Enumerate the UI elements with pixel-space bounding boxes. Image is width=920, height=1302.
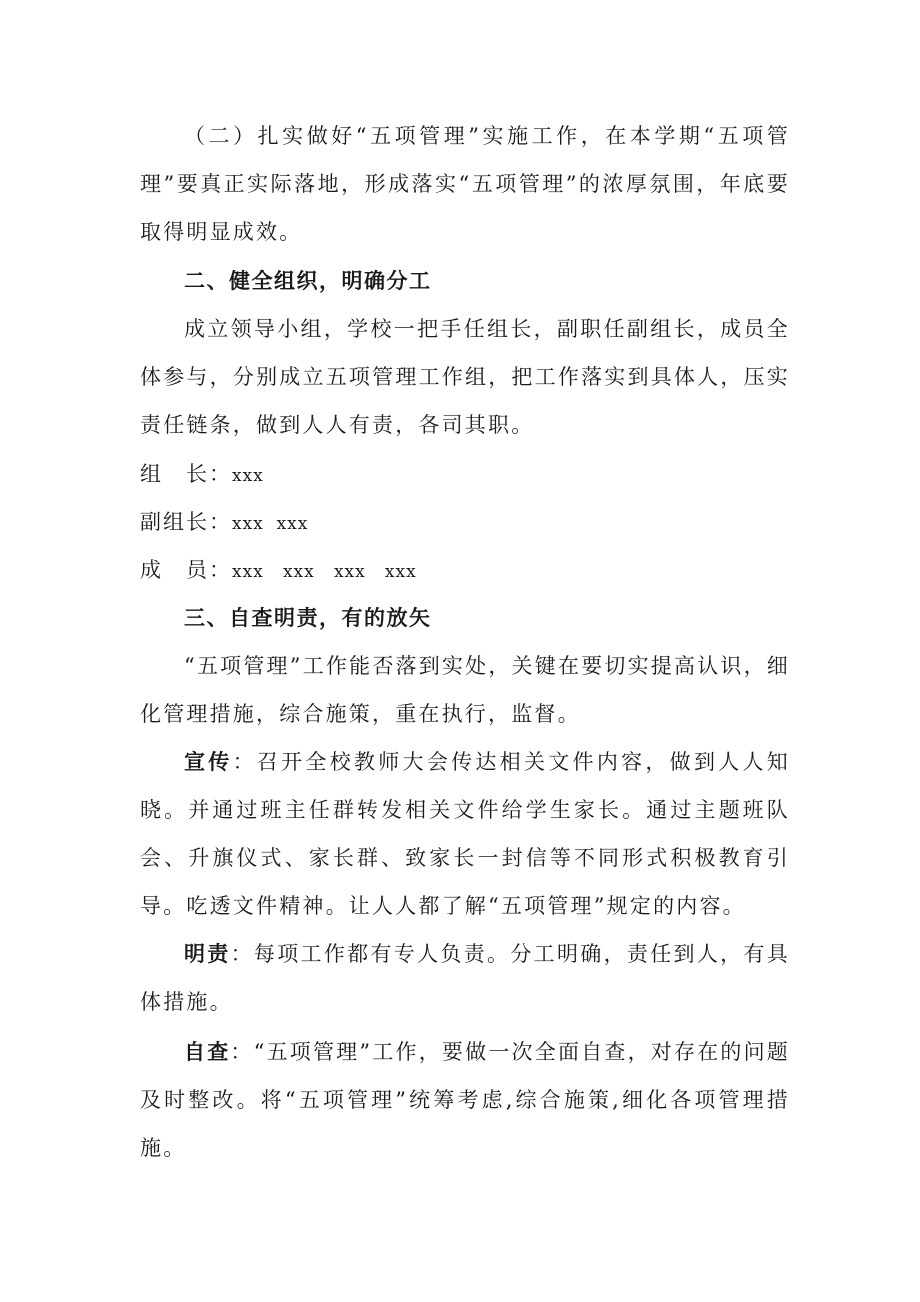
paragraph-awareness: “五项管理”工作能否落到实处，关键在要切实提高认识，细化管理措施，综合施策，重在执行，监督。 <box>140 654 790 726</box>
members-row <box>140 546 417 596</box>
paragraph-publicity <box>140 738 790 930</box>
vice-leader-row <box>140 498 308 548</box>
paragraph-leadership-group: 成立领导小组，学校一把手任组长，副职任副组长，成员全体参与，分别成立五项管理工作组，把工作落实到具体人，压实责任链条，做到人人有责，各司其职。 <box>140 317 790 437</box>
group-leader-row <box>140 450 264 500</box>
section-heading-self-check: 三、自查明责，有的放矢 <box>184 606 432 630</box>
members-label: 成 员： <box>140 558 232 582</box>
publicity-lead: 宣传 <box>184 750 233 774</box>
paragraph-self-check <box>140 1028 790 1172</box>
publicity-text: ：召开全校教师大会传达相关文件内容，做到人人知晓。并通过班主任群转发相关文件给学生家长。通过主题班队会、升旗仪式、家长群、致家长一封信等不同形式积极教育引导。吃透文件精神。让人人都了解“五项管理”规定的内容。 <box>140 750 790 918</box>
responsibility-lead: 明责 <box>184 942 231 966</box>
responsibility-text: ：每项工作都有专人负责。分工明确，责任到人，有具体措施。 <box>140 942 790 1014</box>
paragraph-implementation: （二）扎实做好“五项管理”实施工作，在本学期“五项管理”要真正实际落地，形成落实“五项管理”的浓厚氛围，年底要取得明显成效。 <box>140 124 790 244</box>
group-leader-names: xxx <box>232 466 264 486</box>
section-heading-organization: 二、健全组织，明确分工 <box>184 269 432 293</box>
vice-leader-names: xxx xxx <box>232 514 309 534</box>
members-names: xxx xxx xxx xxx <box>232 562 417 582</box>
paragraph-responsibility <box>140 930 790 1026</box>
selfcheck-lead: 自查 <box>184 1040 231 1064</box>
selfcheck-text: ：“五项管理”工作，要做一次全面自查，对存在的问题及时整改。将“五项管理”统筹考虑,综合施策,细化各项管理措施。 <box>140 1040 790 1160</box>
group-leader-label: 组 长： <box>140 462 232 486</box>
vice-leader-label: 副组长： <box>140 510 232 534</box>
